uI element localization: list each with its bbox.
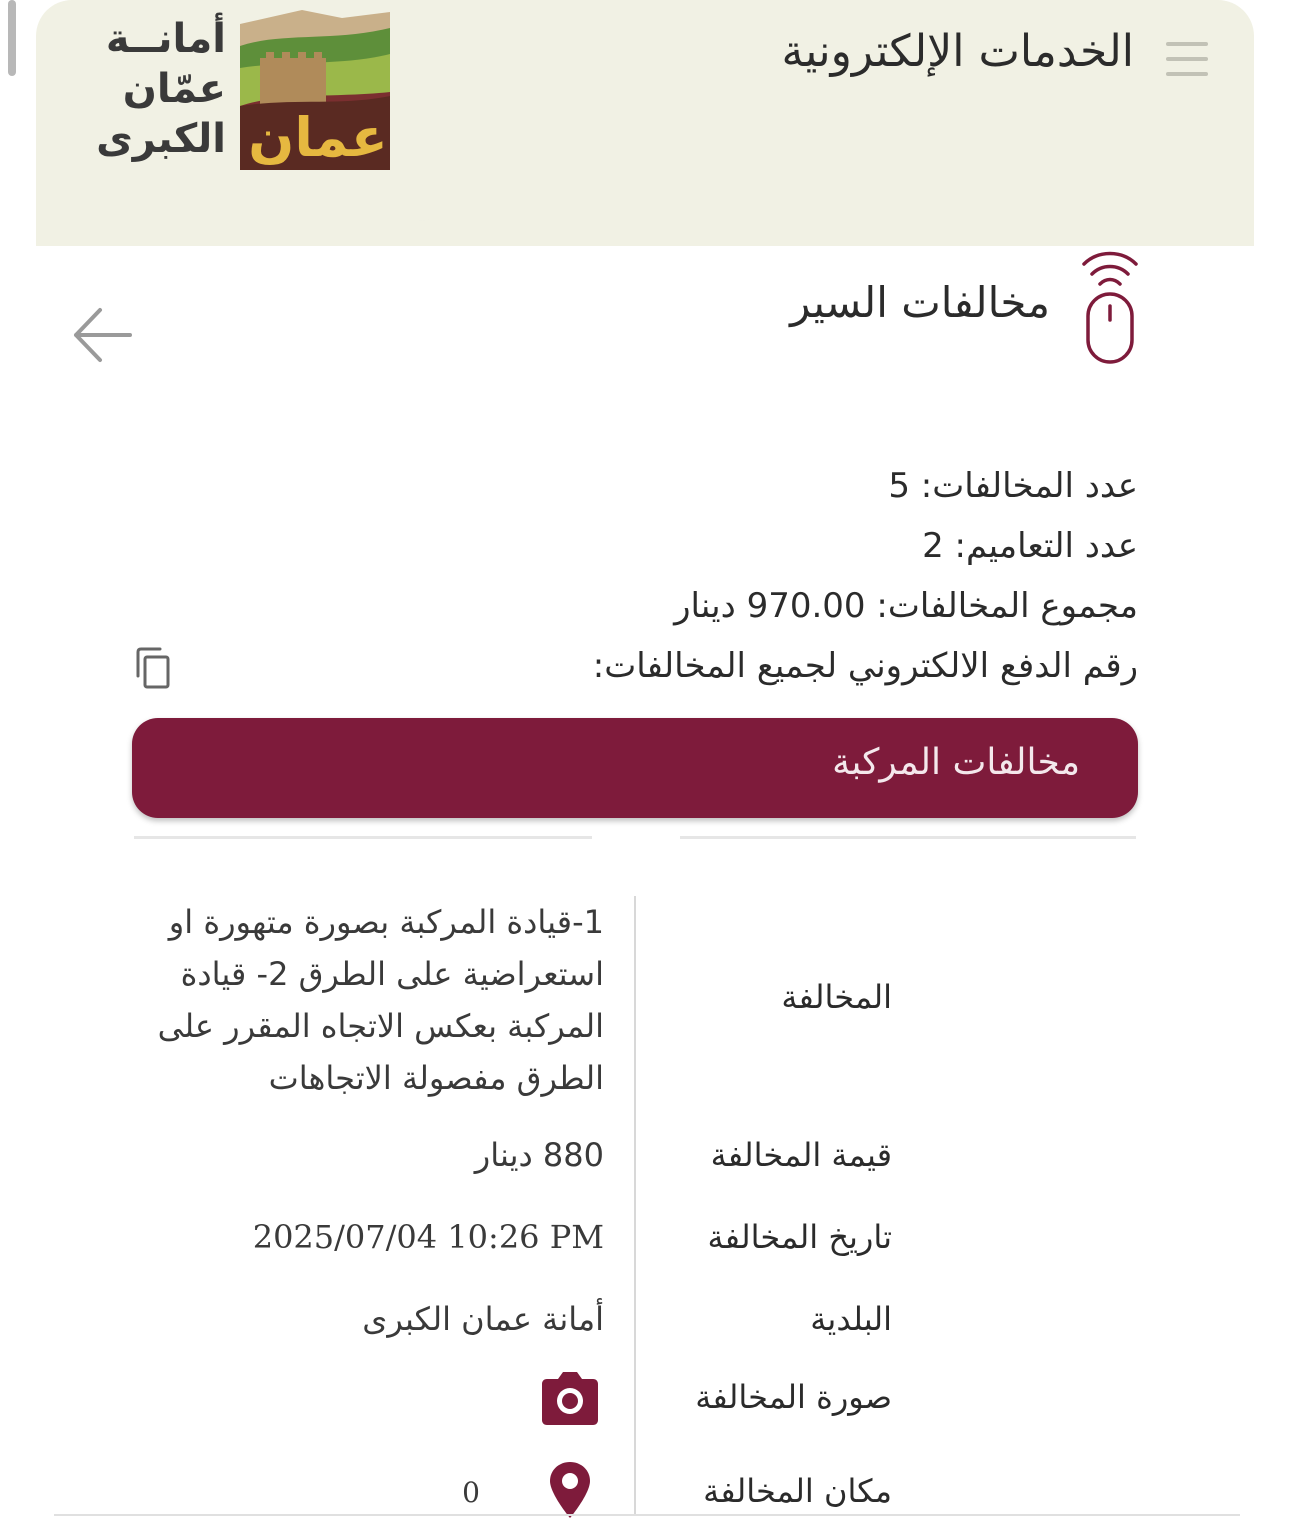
label-amount: قيمة المخالفة <box>710 1136 892 1174</box>
value-location: 0 <box>462 1476 480 1509</box>
copy-icon[interactable] <box>132 646 172 690</box>
scroll-indicator[interactable] <box>8 0 16 76</box>
label-violation: المخالفة <box>781 978 892 1016</box>
circulars-count: عدد التعاميم: 2 <box>922 526 1138 566</box>
violations-count: عدد المخالفات: 5 <box>888 466 1138 506</box>
logo-line-2: عمّان <box>122 66 226 112</box>
value-amount: 880 دينار <box>474 1136 604 1174</box>
map-pin-icon[interactable] <box>546 1460 594 1520</box>
bottom-divider <box>54 1514 1240 1516</box>
arrow-left-icon[interactable] <box>70 304 134 366</box>
tab-vehicle-violations[interactable] <box>132 718 1138 818</box>
label-municipality: البلدية <box>810 1300 892 1338</box>
details-column-divider <box>634 896 636 1516</box>
amman-logo-text <box>96 14 226 164</box>
logo-line-1: أمانــة <box>105 16 226 62</box>
header-wave-decoration <box>36 176 1254 248</box>
value-municipality: أمانة عمان الكبرى <box>362 1300 604 1338</box>
value-violation: 1-قيادة المركبة بصورة متهورة او استعراضية على الطرق 2- قيادة المركبة بعكس الاتجاه المقرر على الطرق مفصولة الاتجاهات <box>157 903 604 1097</box>
payment-number-label: رقم الدفع الالكتروني لجميع المخالفات: <box>592 646 1138 686</box>
label-location: مكان المخالفة <box>703 1472 892 1510</box>
page-title: مخالفات السير <box>790 278 1050 327</box>
wireless-mouse-icon <box>1078 244 1142 368</box>
tab-vehicle-violations-label: مخالفات المركبة <box>832 742 1080 783</box>
label-photo: صورة المخالفة <box>695 1378 892 1416</box>
camera-icon[interactable] <box>538 1370 602 1426</box>
tab-divider-left <box>134 836 592 839</box>
violations-summary <box>593 456 1138 696</box>
header-title: الخدمات الإلكترونية <box>781 26 1134 77</box>
label-date: تاريخ المخالفة <box>707 1218 892 1256</box>
violations-total: مجموع المخالفات: 970.00 دينار <box>674 586 1138 626</box>
tab-divider-right <box>680 836 1136 839</box>
hamburger-menu-icon[interactable] <box>1164 36 1210 82</box>
svg-text:عمان: عمان <box>248 106 388 169</box>
logo-line-3: الكبرى <box>96 116 226 162</box>
amman-logo-icon <box>232 6 396 172</box>
value-date: 2025/07/04 10:26 PM <box>252 1218 604 1256</box>
